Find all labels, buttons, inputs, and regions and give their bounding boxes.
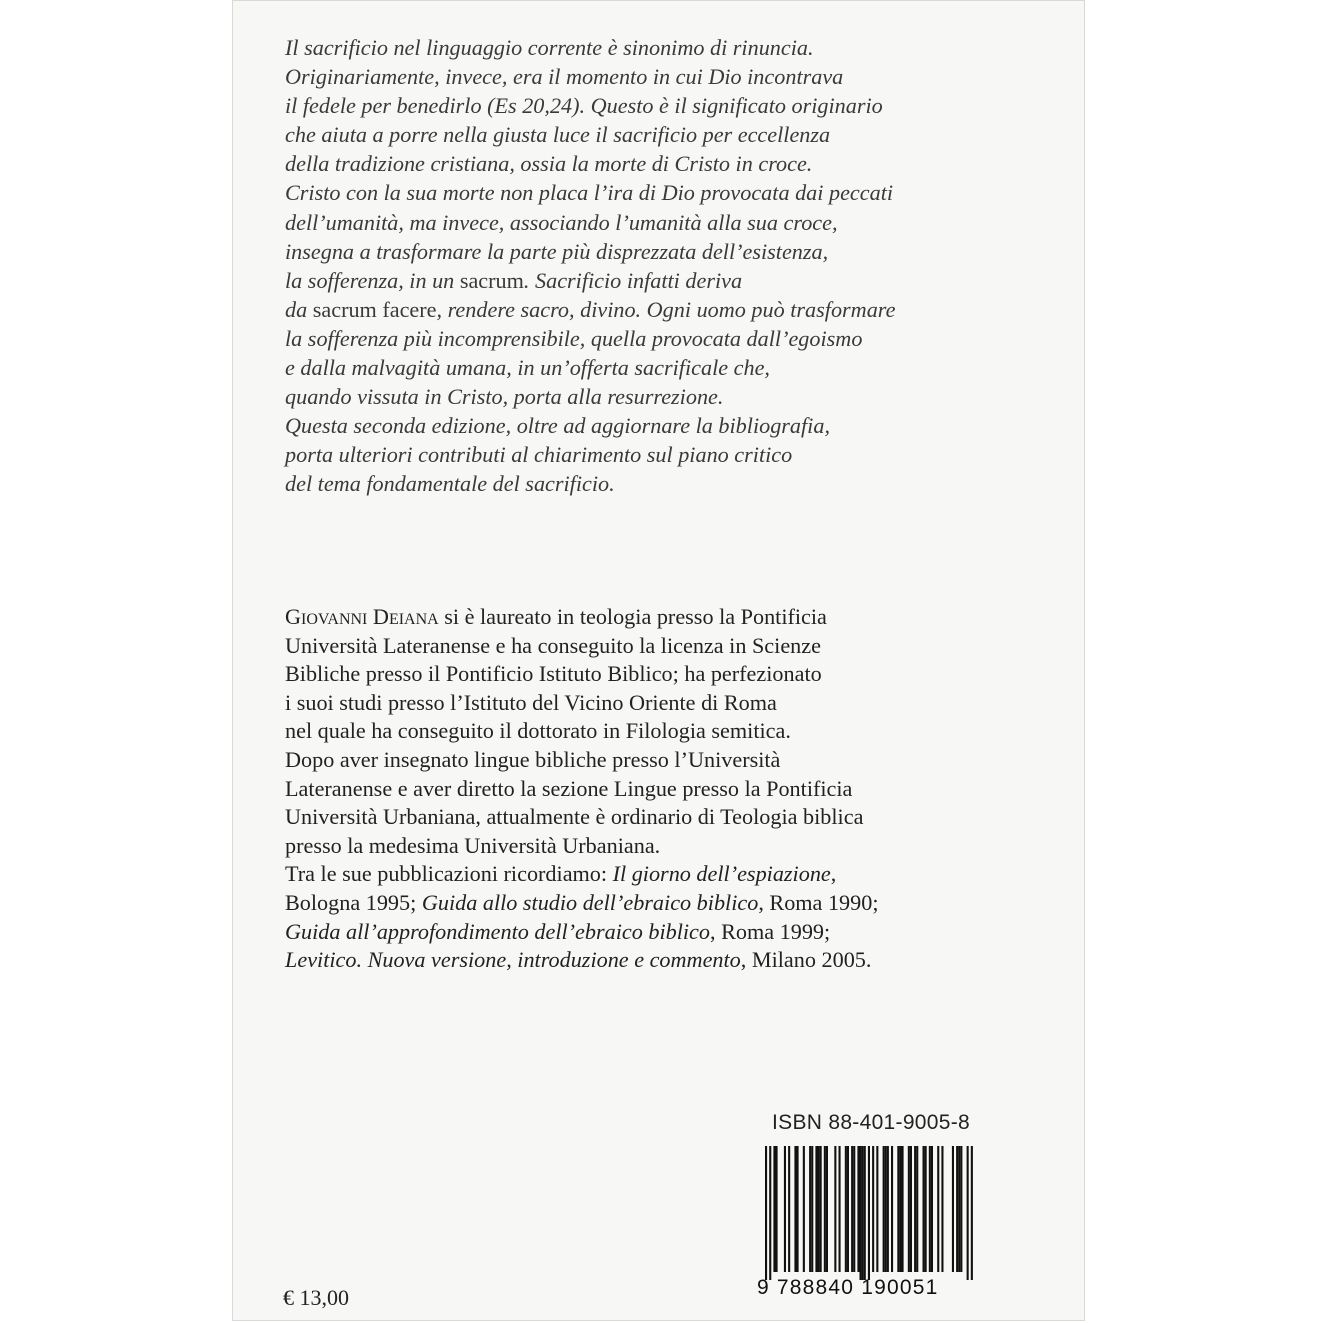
barcode-bar: [868, 1146, 870, 1280]
barcode-bar: [862, 1146, 864, 1280]
barcode-bar: [797, 1146, 799, 1272]
bio-text-segment: presso la medesima Università Urbaniana.: [285, 832, 661, 858]
barcode-bar: [925, 1146, 927, 1272]
barcode-bar: [916, 1146, 918, 1272]
barcode-bar: [956, 1146, 958, 1272]
barcode-bar: [931, 1146, 933, 1272]
barcode-bar: [860, 1146, 862, 1280]
bio-text-segment: Guida all’approfondimento dell’ebraico biblico: [285, 918, 710, 944]
blurb-text-segment: porta ulteriori contributi al chiarimento sul piano critico: [285, 442, 793, 468]
bio-line: [285, 775, 1005, 804]
bio-text-segment: , Roma 1990;: [758, 889, 879, 915]
barcode-bar: [958, 1146, 960, 1272]
barcode-bar: [794, 1146, 796, 1272]
blurb-line: [285, 295, 985, 324]
barcode-bar: [910, 1146, 912, 1272]
bio-text-segment: Giovanni Deiana: [285, 604, 439, 629]
barcode-bar: [839, 1146, 841, 1272]
barcode-bar: [960, 1146, 962, 1272]
bio-line: [285, 946, 1005, 975]
barcode-bar: [834, 1146, 836, 1272]
blurb-text-segment: che aiuta a porre nella giusta luce il sacrificio per eccellenza: [285, 122, 831, 148]
blurb-line: [285, 149, 985, 178]
blurb-text-segment: Questa seconda edizione, oltre ad aggiornare la bibliografia,: [285, 413, 830, 439]
barcode-bar: [820, 1146, 822, 1272]
blurb-text-segment: della tradizione cristiana, ossia la morte di Cristo in croce.: [285, 151, 813, 177]
bio-text-segment: Guida allo studio dell’ebraico biblico: [421, 889, 759, 915]
blurb-line: [285, 324, 985, 353]
blurb-text-segment: del tema fondamentale del sacrificio.: [285, 471, 615, 497]
barcode-bar: [914, 1146, 916, 1272]
barcode-bar: [803, 1146, 805, 1272]
barcode-bar: [853, 1146, 855, 1272]
price-label: € 13,00: [283, 1285, 349, 1310]
barcode-bars: [757, 1146, 979, 1280]
bio-text-segment: Il giorno dell’espiazione: [612, 861, 831, 887]
barcode-bar: [864, 1146, 866, 1280]
barcode-bar: [887, 1146, 889, 1272]
bio-line: [285, 803, 1005, 832]
barcode-bar: [826, 1146, 828, 1272]
barcode-bar: [784, 1146, 786, 1272]
bio-text-segment: i suoi studi presso l’Istituto del Vicino Oriente di Roma: [285, 689, 777, 715]
barcode-bar: [773, 1146, 775, 1272]
blurb-text-segment: la sofferenza, in un: [285, 267, 460, 293]
barcode-bar: [876, 1146, 878, 1272]
bio-line: [285, 603, 1005, 632]
barcode-bar: [765, 1146, 767, 1280]
blurb-line: [285, 62, 985, 91]
blurb-text-segment: . Sacrificio infatti deriva: [523, 267, 743, 293]
barcode-bar: [929, 1146, 931, 1272]
barcode-bar: [776, 1146, 778, 1272]
blurb-text-segment: , rendere sacro, divino. Ogni uomo può trasformare: [436, 296, 896, 322]
ean-number: 9 788840 190051: [757, 1276, 939, 1299]
bio-line: [285, 889, 1005, 918]
blurb-line: [285, 208, 985, 237]
blurb-text-segment: Originariamente, invece, era il momento in cui Dio incontrava: [285, 64, 844, 90]
barcode-bar: [885, 1146, 887, 1272]
barcode-bar: [937, 1146, 939, 1272]
blurb-line: [285, 178, 985, 207]
blurb-line: [285, 440, 985, 469]
bio-text-segment: Levitico. Nuova versione, introduzione e commento: [285, 947, 741, 973]
bio-line: [285, 746, 1005, 775]
barcode-bar: [897, 1146, 899, 1272]
blurb-text: [285, 33, 985, 499]
blurb-text-segment: quando vissuta in Cristo, porta alla resurrezione.: [285, 384, 724, 410]
bio-line: [285, 689, 1005, 718]
blurb-line: [285, 469, 985, 498]
barcode-bar: [941, 1146, 943, 1272]
bio-text-segment: , Roma 1999;: [710, 918, 831, 944]
blurb-line: [285, 411, 985, 440]
blurb-line: [285, 91, 985, 120]
barcode-bar: [811, 1146, 813, 1272]
blurb-text-segment: sacrum: [459, 267, 524, 293]
blurb-text-segment: dell’umanità, ma invece, associando l’umanità alla sua croce,: [285, 209, 838, 235]
bio-line: [285, 832, 1005, 861]
barcode-bar: [872, 1146, 874, 1272]
barcode-bar: [967, 1146, 969, 1280]
blurb-text-segment: da: [285, 296, 313, 322]
barcode-bar: [851, 1146, 853, 1272]
blurb-text-segment: Il sacrificio nel linguaggio corrente è sinonimo di rinuncia.: [285, 35, 814, 60]
barcode-bar: [971, 1146, 973, 1280]
barcode-bar: [769, 1146, 771, 1280]
author-bio: [285, 603, 1005, 975]
barcode: [757, 1146, 979, 1280]
bio-text-segment: Università Lateranense e ha conseguito la licenza in Scienze: [285, 632, 821, 658]
blurb-line: [285, 353, 985, 382]
bio-text-segment: si è laureato in teologia presso la Pontificia: [438, 604, 827, 629]
bio-text-segment: Lateranense e aver diretto la sezione Lingue presso la Pontificia: [285, 775, 853, 801]
bio-text-segment: nel quale ha conseguito il dottorato in Filologia semitica.: [285, 718, 791, 744]
blurb-line: [285, 382, 985, 411]
bio-text-segment: Università Urbaniana, attualmente è ordinario di Teologia biblica: [285, 804, 864, 830]
barcode-bar: [809, 1146, 811, 1272]
barcode-bar: [923, 1146, 925, 1272]
barcode-bar: [857, 1146, 859, 1272]
bio-line: [285, 918, 1005, 947]
bio-line: [285, 860, 1005, 889]
barcode-bar: [883, 1146, 885, 1272]
blurb-text-segment: insegna a trasformare la parte più disprezzata dell’esistenza,: [285, 238, 829, 264]
barcode-bar: [899, 1146, 901, 1272]
blurb-text-segment: la sofferenza più incomprensibile, quella provocata dall’egoismo: [285, 325, 863, 351]
barcode-bar: [908, 1146, 910, 1272]
bio-text-segment: Tra le sue pubblicazioni ricordiamo:: [285, 861, 613, 887]
bio-text-segment: ,: [830, 861, 837, 887]
blurb-line: [285, 120, 985, 149]
barcode-bar: [818, 1146, 820, 1272]
bio-text-segment: Dopo aver insegnato lingue bibliche presso l’Università: [285, 746, 781, 772]
barcode-bar: [952, 1146, 954, 1272]
bio-text-segment: , Milano 2005.: [740, 947, 872, 973]
blurb-text-segment: e dalla malvagità umana, in un’offerta sacrificale che,: [285, 355, 770, 381]
bio-text-segment: Bibliche presso il Pontificio Istituto Biblico; ha perfezionato: [285, 661, 822, 687]
barcode-bar: [845, 1146, 847, 1272]
blurb-text-segment: sacrum facere: [312, 296, 437, 322]
blurb-text-segment: il fedele per benedirlo (Es 20,24). Questo è il significato originario: [285, 93, 883, 119]
barcode-bar: [824, 1146, 826, 1272]
barcode-bar: [815, 1146, 817, 1272]
blurb-line: [285, 33, 985, 62]
barcode-bar: [788, 1146, 790, 1272]
barcode-bar: [891, 1146, 893, 1272]
bio-text-segment: Bologna 1995;: [285, 889, 422, 915]
isbn-label: ISBN 88-401-9005-8: [772, 1111, 971, 1134]
blurb-text-segment: Cristo con la sua morte non placa l’ira di Dio provocata dai peccati: [285, 180, 894, 206]
blurb-line: [285, 237, 985, 266]
barcode-bar: [847, 1146, 849, 1272]
bio-line: [285, 717, 1005, 746]
bio-line: [285, 660, 1005, 689]
blurb-line: [285, 266, 985, 295]
barcode-bar: [902, 1146, 904, 1272]
bio-line: [285, 632, 1005, 661]
